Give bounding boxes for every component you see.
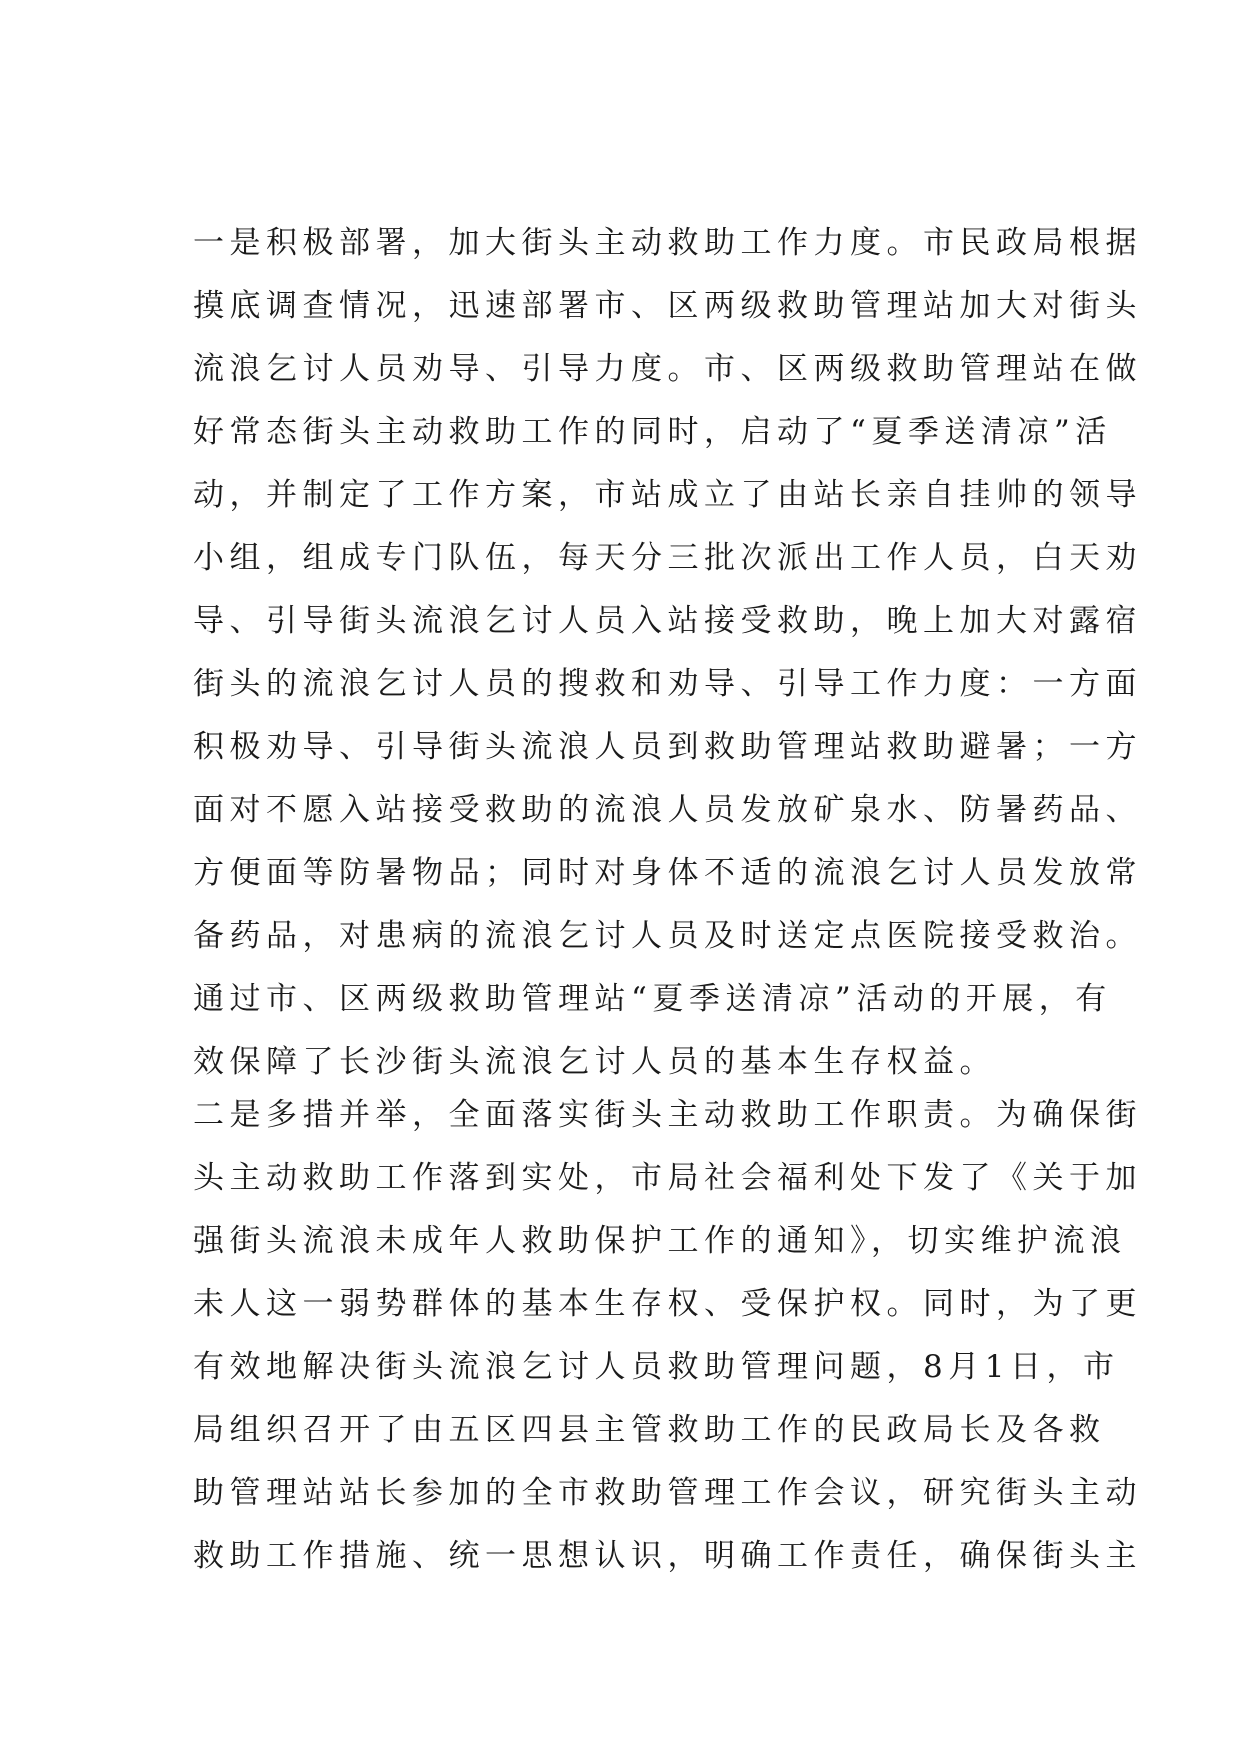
text-line: 效保障了长沙街头流浪乞讨人员的基本生存权益。 [193, 1044, 996, 1080]
text-line: 一是积极部署，加大街头主动救助工作力度。市民政局根据 [193, 225, 1142, 261]
text-line: 积极劝导、引导街头流浪人员到救助管理站救助避暑；一方 [193, 729, 1142, 765]
text-line: 通过市、区两级救助管理站“夏季送清凉”活动的开展，有 [193, 981, 1112, 1017]
text-line: 强街头流浪未成年人救助保护工作的通知》，切实维护流浪 [193, 1223, 1127, 1259]
paragraph-multiple-measures [193, 1084, 1142, 1588]
text-line: 局组织召开了由五区四县主管救助工作的民政局长及各救 [193, 1412, 1106, 1448]
text-line: 二是多措并举，全面落实街头主动救助工作职责。为确保街 [193, 1097, 1142, 1133]
text-line: 导、引导街头流浪乞讨人员入站接受救助，晚上加大对露宿 [193, 603, 1142, 639]
text-line: 街头的流浪乞讨人员的搜救和劝导、引导工作力度：一方面 [193, 666, 1142, 702]
text-line: 面对不愿入站接受救助的流浪人员发放矿泉水、防暑药品、 [193, 792, 1142, 828]
text-line: 小组，组成专门队伍，每天分三批次派出工作人员，白天劝 [193, 540, 1142, 576]
text-line: 动，并制定了工作方案，市站成立了由站长亲自挂帅的领导 [193, 477, 1142, 513]
text-line: 头主动救助工作落到实处，市局社会福利处下发了《关于加 [193, 1160, 1142, 1196]
text-line: 助管理站站长参加的全市救助管理工作会议，研究街头主动 [193, 1475, 1142, 1511]
text-line: 救助工作措施、统一思想认识，明确工作责任，确保街头主 [193, 1538, 1142, 1574]
text-line: 流浪乞讨人员劝导、引导力度。市、区两级救助管理站在做 [193, 351, 1142, 387]
text-line: 摸底调查情况，迅速部署市、区两级救助管理站加大对街头 [193, 288, 1142, 324]
text-line: 方便面等防暑物品；同时对身体不适的流浪乞讨人员发放常 [193, 855, 1142, 891]
text-line: 有效地解决街头流浪乞讨人员救助管理问题，8月1日，市 [193, 1349, 1120, 1385]
paragraph-street-rescue-deployment [193, 212, 1142, 1094]
text-line: 好常态街头主动救助工作的同时，启动了“夏季送清凉”活 [193, 414, 1112, 450]
text-line: 未人这一弱势群体的基本生存权、受保护权。同时，为了更 [193, 1286, 1142, 1322]
text-line: 备药品，对患病的流浪乞讨人员及时送定点医院接受救治。 [193, 918, 1142, 954]
